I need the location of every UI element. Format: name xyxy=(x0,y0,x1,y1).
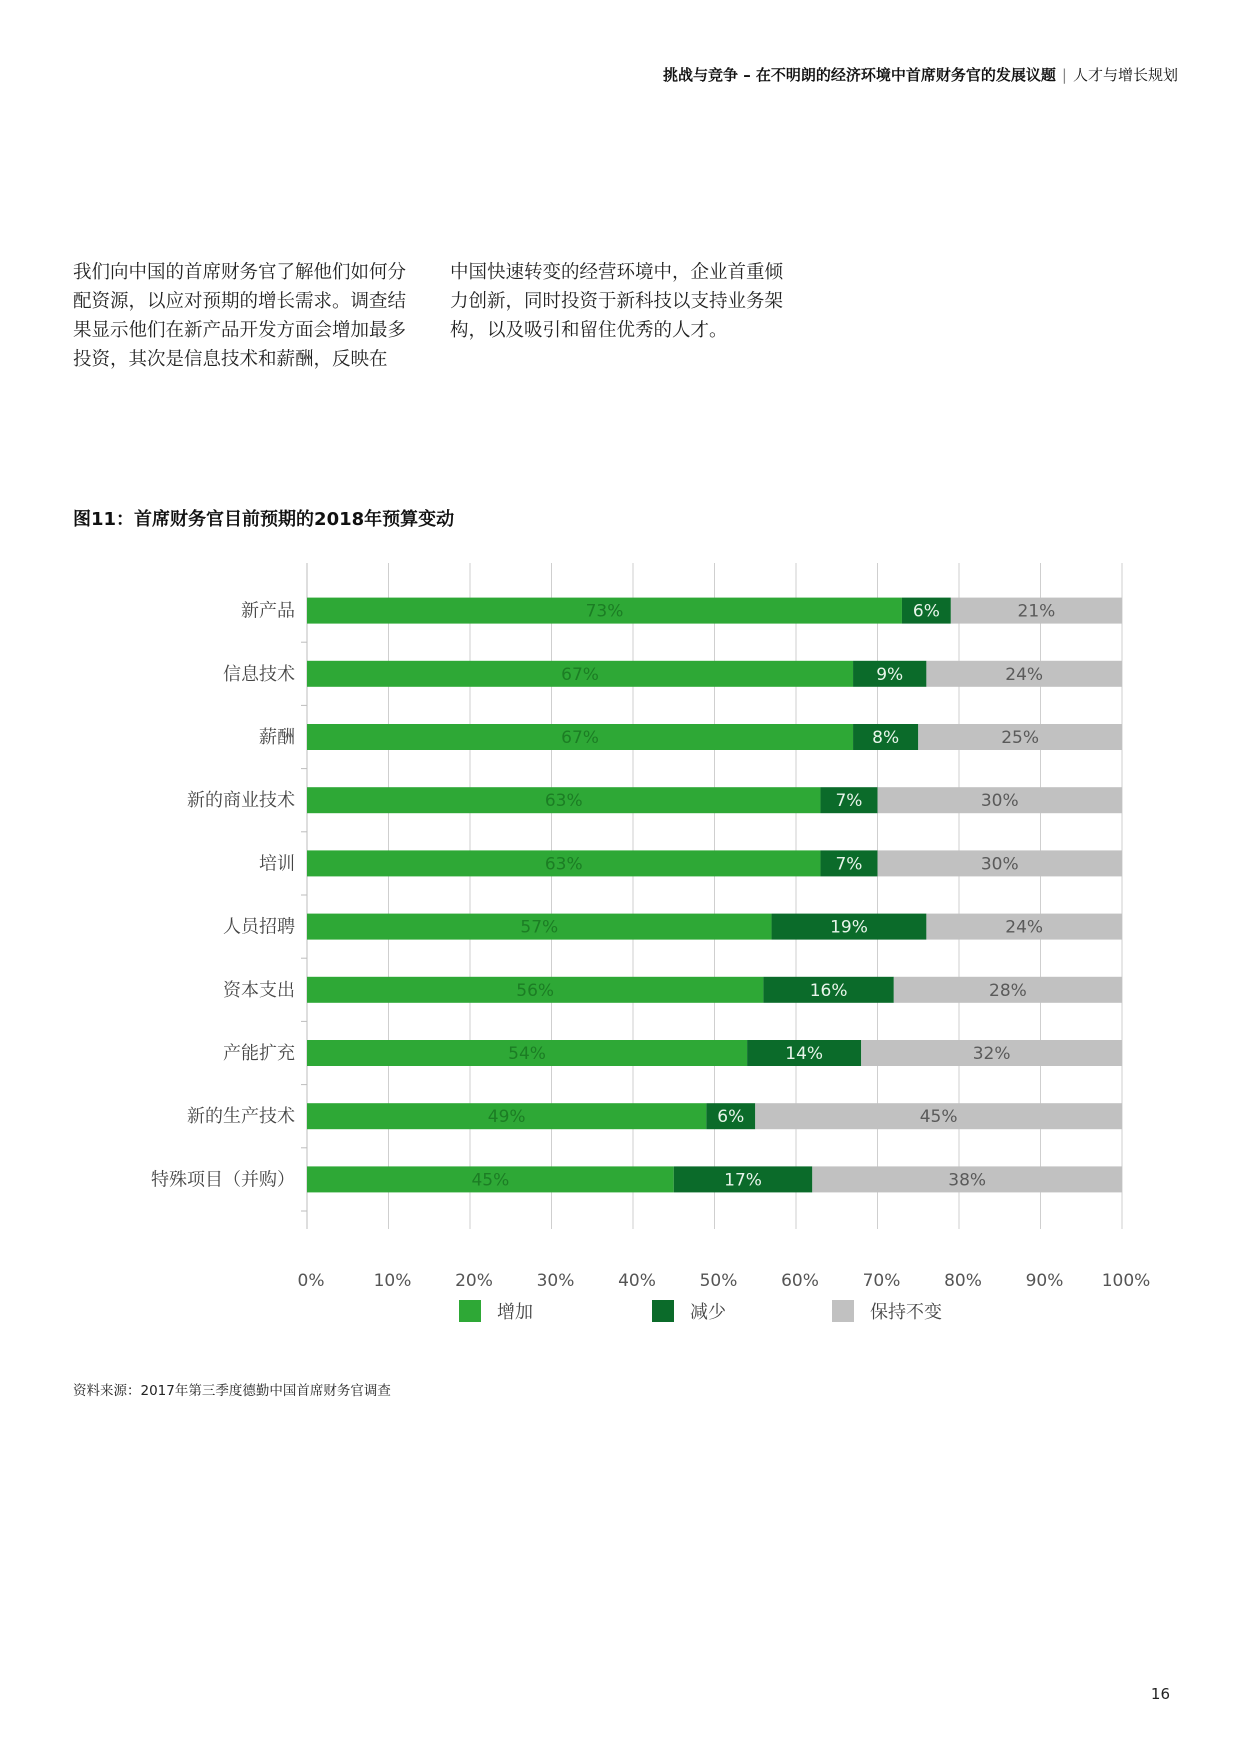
data-label: 7% xyxy=(835,854,863,875)
category-label: 人员招聘 xyxy=(223,916,295,938)
intro-paragraph-left: 我们向中国的首席财务官了解他们如何分配资源，以应对预期的增长需求。调查结果显示他们在新产品开发方面会增加最多投资，其次是信息技术和薪酬，反映在 xyxy=(73,262,407,370)
category-label: 培训 xyxy=(259,853,295,875)
page-number: 16 xyxy=(1150,1685,1170,1703)
data-label: 73% xyxy=(585,601,624,622)
data-label: 16% xyxy=(809,980,848,1001)
category-label: 薪酬 xyxy=(259,727,295,748)
header-separator: | xyxy=(1061,66,1067,84)
legend-swatch-unchanged xyxy=(832,1300,854,1322)
data-label: 28% xyxy=(989,980,1027,1001)
x-tick-label: 10% xyxy=(373,1271,412,1291)
data-label: 24% xyxy=(1005,664,1044,685)
data-label: 32% xyxy=(972,1044,1011,1064)
legend-label-increase: 增加 xyxy=(497,1302,533,1323)
data-label: 63% xyxy=(544,791,583,812)
data-label: 67% xyxy=(561,664,599,685)
stacked-bar-chart xyxy=(0,555,1240,1291)
data-label: 30% xyxy=(980,791,1019,812)
data-label: 9% xyxy=(876,664,904,685)
figure-title: 图11：首席财务官目前预期的2018年预算变动 xyxy=(73,509,455,530)
category-label: 产能扩充 xyxy=(223,1043,295,1064)
x-tick-label: 30% xyxy=(536,1271,575,1291)
x-tick-label: 40% xyxy=(618,1271,656,1291)
header-title: 挑战与竞争 – 在不明朗的经济环境中首席财务官的发展议题 xyxy=(662,66,1056,84)
data-label: 56% xyxy=(516,980,555,1001)
x-tick-label: 70% xyxy=(862,1271,901,1291)
header-section: 人才与增长规划 xyxy=(1072,66,1178,84)
x-tick-label: 0% xyxy=(297,1271,325,1291)
data-label: 63% xyxy=(544,854,583,875)
data-label: 67% xyxy=(561,728,599,748)
data-label: 17% xyxy=(724,1170,762,1191)
category-label: 资本支出 xyxy=(223,979,295,1001)
data-label: 7% xyxy=(835,791,863,812)
legend-swatch-decrease xyxy=(652,1300,674,1322)
legend-item-unchanged xyxy=(832,1298,942,1324)
data-label: 14% xyxy=(785,1044,824,1064)
data-label: 54% xyxy=(508,1044,546,1064)
legend-swatch-increase xyxy=(459,1300,481,1322)
data-label: 38% xyxy=(948,1170,987,1191)
data-label: 45% xyxy=(919,1107,958,1128)
data-label: 30% xyxy=(980,854,1019,875)
category-label: 新的商业技术 xyxy=(187,790,295,812)
category-label: 新产品 xyxy=(241,600,295,622)
category-label: 新的生产技术 xyxy=(187,1106,295,1128)
data-label: 49% xyxy=(487,1107,526,1128)
legend-label-unchanged: 保持不变 xyxy=(870,1302,942,1323)
data-label: 8% xyxy=(872,728,900,748)
category-label: 特殊项目（并购） xyxy=(151,1169,295,1191)
data-label: 6% xyxy=(912,601,940,622)
legend-label-decrease: 减少 xyxy=(690,1302,726,1323)
source-note: 资料来源：2017年第三季度德勤中国首席财务官调查 xyxy=(73,1383,391,1399)
x-tick-label: 90% xyxy=(1025,1271,1064,1291)
page-header xyxy=(663,64,1178,85)
x-tick-label: 50% xyxy=(699,1271,738,1291)
legend-item-decrease xyxy=(652,1298,726,1324)
x-tick-label: 80% xyxy=(944,1271,982,1291)
data-label: 57% xyxy=(520,917,559,938)
data-label: 19% xyxy=(830,917,868,938)
data-label: 25% xyxy=(1001,728,1040,748)
data-label: 6% xyxy=(717,1107,745,1128)
category-label: 信息技术 xyxy=(223,663,295,685)
legend-item-increase xyxy=(459,1298,533,1324)
data-label: 24% xyxy=(1005,917,1044,938)
data-label: 45% xyxy=(471,1170,510,1191)
x-tick-label: 60% xyxy=(781,1271,819,1291)
intro-paragraph-right: 中国快速转变的经营环境中，企业首重倾力创新，同时投资于新科技以支持业务架构，以及吸引和留住优秀的人才。 xyxy=(450,262,784,341)
data-label: 21% xyxy=(1017,601,1056,622)
x-tick-label: 100% xyxy=(1101,1271,1151,1291)
x-tick-label: 20% xyxy=(455,1271,493,1291)
